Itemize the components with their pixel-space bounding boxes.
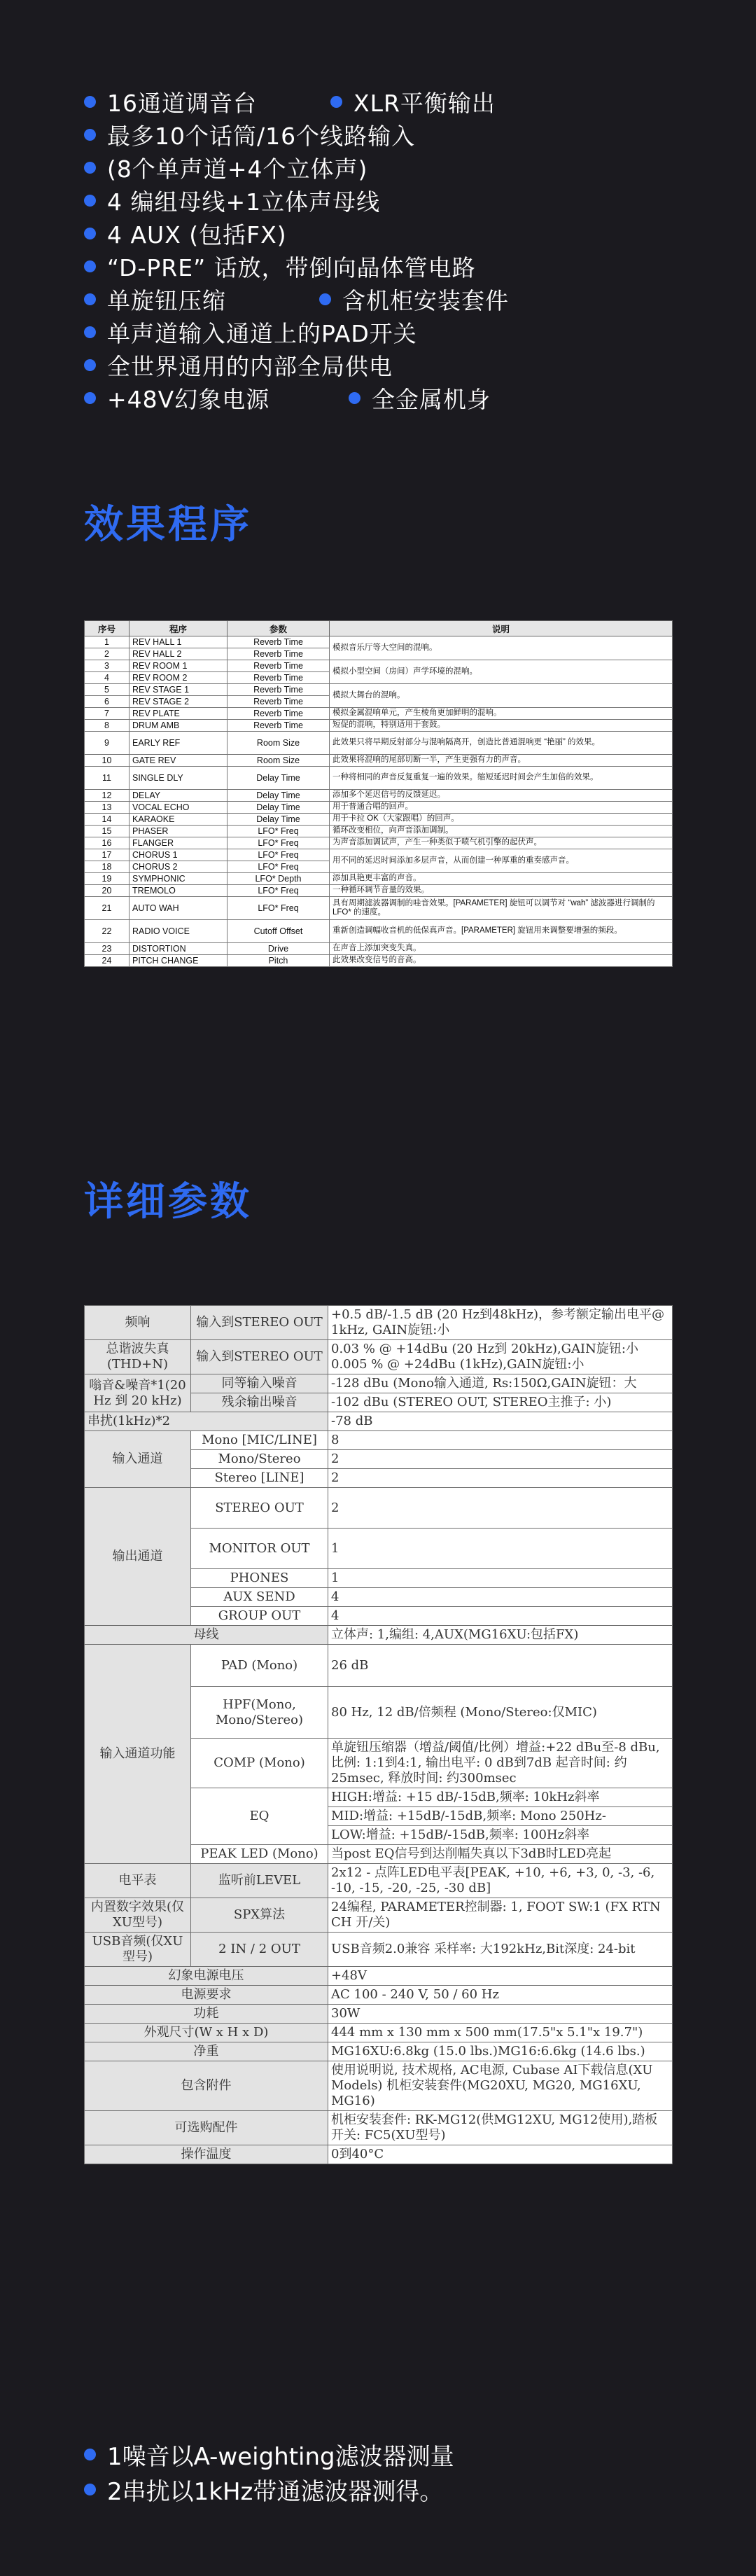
- effect-row: [85, 767, 673, 790]
- bullet-icon: [84, 2449, 96, 2460]
- effect-desc: 短促的混响，特别适用于套鼓。: [330, 720, 673, 732]
- spec-value: 24编程, PARAMETER控制器: 1, FOOT SW:1 (FX RTN CH 开/关): [328, 1898, 673, 1933]
- spec-label: 外观尺寸(W x H x D): [85, 2024, 328, 2042]
- effects-header-row: [85, 621, 673, 636]
- effect-no: 16: [85, 837, 130, 849]
- effect-desc: 一种循环调节音量的效果。: [330, 885, 673, 897]
- effect-param: Reverb Time: [227, 672, 330, 684]
- effect-no: 19: [85, 873, 130, 885]
- effect-program: SYMPHONIC: [130, 873, 227, 885]
- bullet-icon: [84, 2484, 96, 2495]
- effect-row: [85, 897, 673, 920]
- spec-row: [85, 1864, 673, 1898]
- effect-param: Reverb Time: [227, 648, 330, 660]
- effect-row: [85, 837, 673, 849]
- effect-param: Delay Time: [227, 767, 330, 790]
- effect-desc: 为声音添加调试声，产生一种类似于喷气机引擎的起伏声。: [330, 837, 673, 849]
- effect-row: [85, 755, 673, 767]
- effect-row: [85, 955, 673, 967]
- spec-row: [85, 2024, 673, 2042]
- effect-param: Pitch: [227, 955, 330, 967]
- effect-no: 14: [85, 814, 130, 826]
- feature-item: 单旋钮压缩: [84, 283, 226, 316]
- spec-sublabel: PAD (Mono): [191, 1645, 328, 1687]
- spec-label: 净重: [85, 2042, 328, 2061]
- effect-program: PITCH CHANGE: [130, 955, 227, 967]
- effect-desc: 重新创造调幅收音机的低保真声音。[PARAMETER] 旋钮用来调整要增强的频段。: [330, 920, 673, 943]
- effect-desc: 用不同的延迟时间添加多层声音，从而创建一种厚重的重奏感声音。: [330, 849, 673, 873]
- effect-no: 3: [85, 660, 130, 672]
- effect-no: 18: [85, 861, 130, 873]
- spec-sublabel: STEREO OUT: [191, 1488, 328, 1529]
- effect-desc: 添加多个延迟信号的反馈延迟。: [330, 790, 673, 802]
- effect-desc: 此效果只将早期反射部分与混响隔离开，创造比普通混响更 “艳丽” 的效果。: [330, 732, 673, 755]
- effect-row: [85, 720, 673, 732]
- spec-label: 电平表: [85, 1864, 191, 1898]
- spec-label: 内置数字效果(仅XU型号): [85, 1898, 191, 1933]
- spec-value: 30W: [328, 2005, 673, 2024]
- feature-list: [84, 85, 714, 415]
- spec-value: 2x12 - 点阵LED电平表[PEAK, +10, +6, +3, 0, -3, -6, -10, -15, -20, -25, -30 dB]: [328, 1864, 673, 1898]
- spec-value: -128 dBu (Mono输入通道, Rs:150Ω,GAIN旋钮：大: [328, 1374, 673, 1393]
- spec-sublabel: SPX算法: [191, 1898, 328, 1933]
- spec-value: 当post EQ信号到达削幅失真以下3dB时LED亮起: [328, 1845, 673, 1864]
- effect-desc: 添加具艳更丰富的声音。: [330, 873, 673, 885]
- effect-no: 9: [85, 732, 130, 755]
- effects-table: [84, 620, 673, 967]
- spec-value: MID:增益: +15dB/-15dB,频率: Mono 250Hz-: [328, 1807, 673, 1826]
- bullet-icon: [84, 129, 96, 141]
- effect-program: REV HALL 1: [130, 636, 227, 648]
- effect-row: [85, 790, 673, 802]
- feature-row: [84, 316, 714, 349]
- spec-label: 串扰(1kHz)*2: [85, 1412, 328, 1431]
- effect-row: [85, 636, 673, 648]
- feature-item: 4 AUX (包括FX): [84, 217, 287, 250]
- spec-label: USB音频(仅XU型号): [85, 1933, 191, 1967]
- effect-desc: 模拟金属混响单元，产生棱角更加鲜明的混响。: [330, 708, 673, 720]
- spec-label: 总谐波失真(THD+N): [85, 1340, 191, 1374]
- spec-row: [85, 1645, 673, 1687]
- effect-no: 1: [85, 636, 130, 648]
- bullet-icon: [330, 96, 342, 108]
- effect-no: 12: [85, 790, 130, 802]
- effect-desc: 一种将相同的声音反复重复一遍的效果。缩短延迟时间会产生加倍的效果。: [330, 767, 673, 790]
- feature-row: [84, 250, 714, 283]
- feature-item: 全世界通用的内部全局供电: [84, 349, 393, 382]
- header-param: 参数: [227, 621, 330, 636]
- spec-value: 0到40°C: [328, 2145, 673, 2164]
- spec-value: LOW:增益: +15dB/-15dB,频率: 100Hz斜率: [328, 1826, 673, 1845]
- effect-row: [85, 943, 673, 955]
- feature-item: 单声道输入通道上的PAD开关: [84, 316, 417, 349]
- spec-value: 2: [328, 1488, 673, 1529]
- effect-param: Room Size: [227, 755, 330, 767]
- effect-param: Reverb Time: [227, 720, 330, 732]
- bullet-icon: [84, 96, 96, 108]
- spec-row: [85, 1933, 673, 1967]
- spec-row: [85, 1412, 673, 1431]
- spec-value: +48V: [328, 1967, 673, 1986]
- spec-value: 2: [328, 1469, 673, 1488]
- spec-sublabel: AUX SEND: [191, 1588, 328, 1607]
- effect-no: 17: [85, 849, 130, 861]
- effect-param: LFO* Freq: [227, 885, 330, 897]
- effect-param: LFO* Freq: [227, 826, 330, 837]
- bullet-icon: [84, 293, 96, 305]
- bullet-icon: [84, 228, 96, 239]
- effect-no: 7: [85, 708, 130, 720]
- effect-row: [85, 814, 673, 826]
- effect-no: 2: [85, 648, 130, 660]
- effect-row: [85, 684, 673, 696]
- effect-program: DISTORTION: [130, 943, 227, 955]
- effect-no: 11: [85, 767, 130, 790]
- spec-label: 可选购配件: [85, 2111, 328, 2145]
- spec-row: [85, 1898, 673, 1933]
- effect-param: Delay Time: [227, 814, 330, 826]
- effect-param: Reverb Time: [227, 696, 330, 708]
- effect-param: LFO* Freq: [227, 897, 330, 920]
- effect-program: PHASER: [130, 826, 227, 837]
- effect-no: 23: [85, 943, 130, 955]
- footnotes: [84, 2437, 714, 2507]
- spec-value: 1: [328, 1529, 673, 1569]
- effect-desc: 用于卡拉 OK（大家跟唱）的回声。: [330, 814, 673, 826]
- effect-param: Reverb Time: [227, 636, 330, 648]
- effect-row: [85, 920, 673, 943]
- effect-no: 22: [85, 920, 130, 943]
- spec-value: 80 Hz, 12 dB/倍频程 (Mono/Stereo:仅MIC): [328, 1687, 673, 1739]
- effect-no: 5: [85, 684, 130, 696]
- effect-no: 8: [85, 720, 130, 732]
- effect-param: Room Size: [227, 732, 330, 755]
- effect-program: FLANGER: [130, 837, 227, 849]
- effect-row: [85, 885, 673, 897]
- bullet-icon: [84, 195, 96, 207]
- effect-param: Reverb Time: [227, 708, 330, 720]
- feature-row: [84, 283, 714, 316]
- spec-sublabel: 监听前LEVEL: [191, 1864, 328, 1898]
- effect-param: Reverb Time: [227, 684, 330, 696]
- effect-param: LFO* Freq: [227, 849, 330, 861]
- spec-value: 26 dB: [328, 1645, 673, 1687]
- spec-value: MG16XU:6.8kg (15.0 lbs.)MG16:6.6kg (14.6 lbs.): [328, 2042, 673, 2061]
- spec-row: [85, 2005, 673, 2024]
- effect-program: REV PLATE: [130, 708, 227, 720]
- effect-no: 4: [85, 672, 130, 684]
- spec-row: [85, 1626, 673, 1645]
- effect-no: 20: [85, 885, 130, 897]
- spec-row: [85, 1488, 673, 1529]
- effect-program: GATE REV: [130, 755, 227, 767]
- spec-value: 立体声: 1,编组: 4,AUX(MG16XU:包括FX): [328, 1626, 673, 1645]
- spec-value: HIGH:增益: +15 dB/-15dB,频率: 10kHz斜率: [328, 1788, 673, 1807]
- effects-title: 效果程序: [84, 502, 252, 548]
- feature-item: 含机柜安装套件: [319, 283, 509, 316]
- effect-desc: 具有周期滤波器调制的哇音效果。[PARAMETER] 旋钮可以调节对 “wah” 滤波器进行调制的LFO* 的速度。: [330, 897, 673, 920]
- feature-item: +48V幻象电源: [84, 382, 270, 415]
- effect-no: 13: [85, 802, 130, 814]
- feature-row: [84, 85, 714, 118]
- spec-label: 幻象电源电压: [85, 1967, 328, 1986]
- effect-program: REV STAGE 2: [130, 696, 227, 708]
- spec-value: 1: [328, 1569, 673, 1588]
- spec-row: [85, 1374, 673, 1393]
- spec-sublabel: Mono/Stereo: [191, 1450, 328, 1469]
- spec-sublabel: COMP (Mono): [191, 1739, 328, 1788]
- effect-no: 21: [85, 897, 130, 920]
- bullet-icon: [349, 392, 360, 404]
- effect-no: 10: [85, 755, 130, 767]
- feature-row: [84, 349, 714, 382]
- spec-label: 操作温度: [85, 2145, 328, 2164]
- spec-sublabel: PHONES: [191, 1569, 328, 1588]
- feature-item: 全金属机身: [349, 382, 491, 415]
- spec-label: 输入通道功能: [85, 1645, 191, 1864]
- header-program: 程序: [130, 621, 227, 636]
- spec-label: 嗡音&噪音*1(20 Hz 到 20 kHz): [85, 1374, 191, 1412]
- bullet-icon: [84, 162, 96, 174]
- effect-row: [85, 660, 673, 672]
- spec-label: 包含附件: [85, 2061, 328, 2111]
- effect-program: REV STAGE 1: [130, 684, 227, 696]
- specs-table: [84, 1305, 673, 2164]
- effect-desc: 用于普通合唱的回声。: [330, 802, 673, 814]
- effect-program: EARLY REF: [130, 732, 227, 755]
- effect-row: [85, 873, 673, 885]
- spec-sublabel: Mono [MIC/LINE]: [191, 1431, 328, 1450]
- spec-label: 母线: [85, 1626, 328, 1645]
- spec-sublabel: 2 IN / 2 OUT: [191, 1933, 328, 1967]
- effect-param: LFO* Freq: [227, 837, 330, 849]
- spec-label: 输出通道: [85, 1488, 191, 1626]
- spec-sublabel: 输入到STEREO OUT: [191, 1340, 328, 1374]
- effect-no: 15: [85, 826, 130, 837]
- footnote: 2串扰以1kHz带通滤波器测得。: [84, 2472, 714, 2507]
- spec-label: 电源要求: [85, 1986, 328, 2005]
- spec-row: [85, 1986, 673, 2005]
- feature-item: 16通道调音台: [84, 85, 257, 118]
- effect-param: Cutoff Offset: [227, 920, 330, 943]
- effect-param: Reverb Time: [227, 660, 330, 672]
- effect-desc: 循环改变相位，向声音添加调制。: [330, 826, 673, 837]
- effect-program: REV HALL 2: [130, 648, 227, 660]
- feature-item: 最多10个话筒/16个线路输入: [84, 118, 415, 151]
- spec-value: 444 mm x 130 mm x 500 mm(17.5"x 5.1"x 19.7"): [328, 2024, 673, 2042]
- spec-value: -78 dB: [328, 1412, 673, 1431]
- effect-program: KARAOKE: [130, 814, 227, 826]
- effect-program: CHORUS 1: [130, 849, 227, 861]
- feature-row: [84, 382, 714, 415]
- bullet-icon: [84, 260, 96, 272]
- effect-row: [85, 708, 673, 720]
- spec-sublabel: 输入到STEREO OUT: [191, 1306, 328, 1340]
- spec-sublabel: 残余输出噪音: [191, 1393, 328, 1412]
- effect-row: [85, 849, 673, 861]
- effect-program: VOCAL ECHO: [130, 802, 227, 814]
- effect-param: LFO* Depth: [227, 873, 330, 885]
- spec-row: [85, 2042, 673, 2061]
- feature-item: XLR平衡输出: [330, 85, 496, 118]
- effect-row: [85, 826, 673, 837]
- feature-row: [84, 118, 714, 151]
- effect-row: [85, 732, 673, 755]
- effect-program: REV ROOM 1: [130, 660, 227, 672]
- spec-value: 2: [328, 1450, 673, 1469]
- spec-value: 8: [328, 1431, 673, 1450]
- spec-value: 4: [328, 1588, 673, 1607]
- spec-sublabel: Stereo [LINE]: [191, 1469, 328, 1488]
- effect-desc: 此效果改变信号的音高。: [330, 955, 673, 967]
- footnote: 1噪音以A-weighting滤波器测量: [84, 2437, 714, 2472]
- effect-program: TREMOLO: [130, 885, 227, 897]
- spec-sublabel: GROUP OUT: [191, 1607, 328, 1626]
- feature-row: [84, 184, 714, 217]
- effect-program: RADIO VOICE: [130, 920, 227, 943]
- spec-row: [85, 1431, 673, 1450]
- effects-body: [85, 636, 673, 967]
- spec-sublabel: 同等输入噪音: [191, 1374, 328, 1393]
- effect-param: Drive: [227, 943, 330, 955]
- spec-sublabel: MONITOR OUT: [191, 1529, 328, 1569]
- spec-sublabel: PEAK LED (Mono): [191, 1845, 328, 1864]
- effect-desc: 模拟小型空间（房间）声学环境的混响。: [330, 660, 673, 684]
- effect-desc: 模拟大舞台的混响。: [330, 684, 673, 708]
- bullet-icon: [84, 326, 96, 338]
- spec-sublabel: EQ: [191, 1788, 328, 1845]
- spec-sublabel: HPF(Mono, Mono/Stereo): [191, 1687, 328, 1739]
- effect-program: DELAY: [130, 790, 227, 802]
- effect-param: Delay Time: [227, 802, 330, 814]
- spec-value: 机柜安装套件: RK-MG12(供MG12XU, MG12使用),踏板开关: FC5(XU型号): [328, 2111, 673, 2145]
- feature-item: (8个单声道+4个立体声): [84, 151, 368, 184]
- spec-row: [85, 2145, 673, 2164]
- effect-program: SINGLE DLY: [130, 767, 227, 790]
- effect-param: Delay Time: [227, 790, 330, 802]
- feature-row: [84, 217, 714, 250]
- effect-program: REV ROOM 2: [130, 672, 227, 684]
- effect-row: [85, 802, 673, 814]
- feature-item: 4 编组母线+1立体声母线: [84, 184, 380, 217]
- spec-value: 4: [328, 1607, 673, 1626]
- feature-item: “D-PRE” 话放，带倒向晶体管电路: [84, 250, 476, 283]
- feature-row: [84, 151, 714, 184]
- spec-value: -102 dBu (STEREO OUT, STEREO主推子: 小): [328, 1393, 673, 1412]
- bullet-icon: [319, 293, 331, 305]
- specs-title: 详细参数: [84, 1179, 252, 1225]
- spec-value: 单旋钮压缩器（增益/阈值/比例）增益:+22 dBu至-8 dBu, 比例: 1:1到4:1, 输出电平: 0 dB到7dB 起音时间: 约 25msec, 释放时间: 约300msec: [328, 1739, 673, 1788]
- spec-label: 频响: [85, 1306, 191, 1340]
- header-desc: 说明: [330, 621, 673, 636]
- spec-row: [85, 1967, 673, 1986]
- effect-param: LFO* Freq: [227, 861, 330, 873]
- spec-row: [85, 2111, 673, 2145]
- spec-label: 输入通道: [85, 1431, 191, 1488]
- spec-value: +0.5 dB/-1.5 dB (20 Hz到48kHz)，参考额定输出电平@ 1kHz, GAIN旋钮:小: [328, 1306, 673, 1340]
- effect-desc: 在声音上添加突变失真。: [330, 943, 673, 955]
- spec-row: [85, 2061, 673, 2111]
- effect-no: 24: [85, 955, 130, 967]
- effect-program: AUTO WAH: [130, 897, 227, 920]
- spec-label: 功耗: [85, 2005, 328, 2024]
- spec-value: 0.03 % @ +14dBu (20 Hz到 20kHz),GAIN旋钮:小 0.005 % @ +24dBu (1kHz),GAIN旋钮:小: [328, 1340, 673, 1374]
- effect-desc: 此效果将混响的尾部切断一半，产生更强有力的声音。: [330, 755, 673, 767]
- effect-no: 6: [85, 696, 130, 708]
- effect-desc: 模拟音乐厅等大空间的混响。: [330, 636, 673, 660]
- spec-value: 使用说明说, 技术规格, AC电源, Cubase AI下载信息(XU Models) 机柜安装套件(MG20XU, MG20, MG16XU, MG16): [328, 2061, 673, 2111]
- spec-value: AC 100 - 240 V, 50 / 60 Hz: [328, 1986, 673, 2005]
- spec-row: [85, 1306, 673, 1340]
- effect-program: DRUM AMB: [130, 720, 227, 732]
- bullet-icon: [84, 392, 96, 404]
- spec-value: USB音频2.0兼容 采样率: 大192kHz,Bit深度: 24-bit: [328, 1933, 673, 1967]
- header-no: 序号: [85, 621, 130, 636]
- bullet-icon: [84, 359, 96, 371]
- effect-program: CHORUS 2: [130, 861, 227, 873]
- spec-row: [85, 1340, 673, 1374]
